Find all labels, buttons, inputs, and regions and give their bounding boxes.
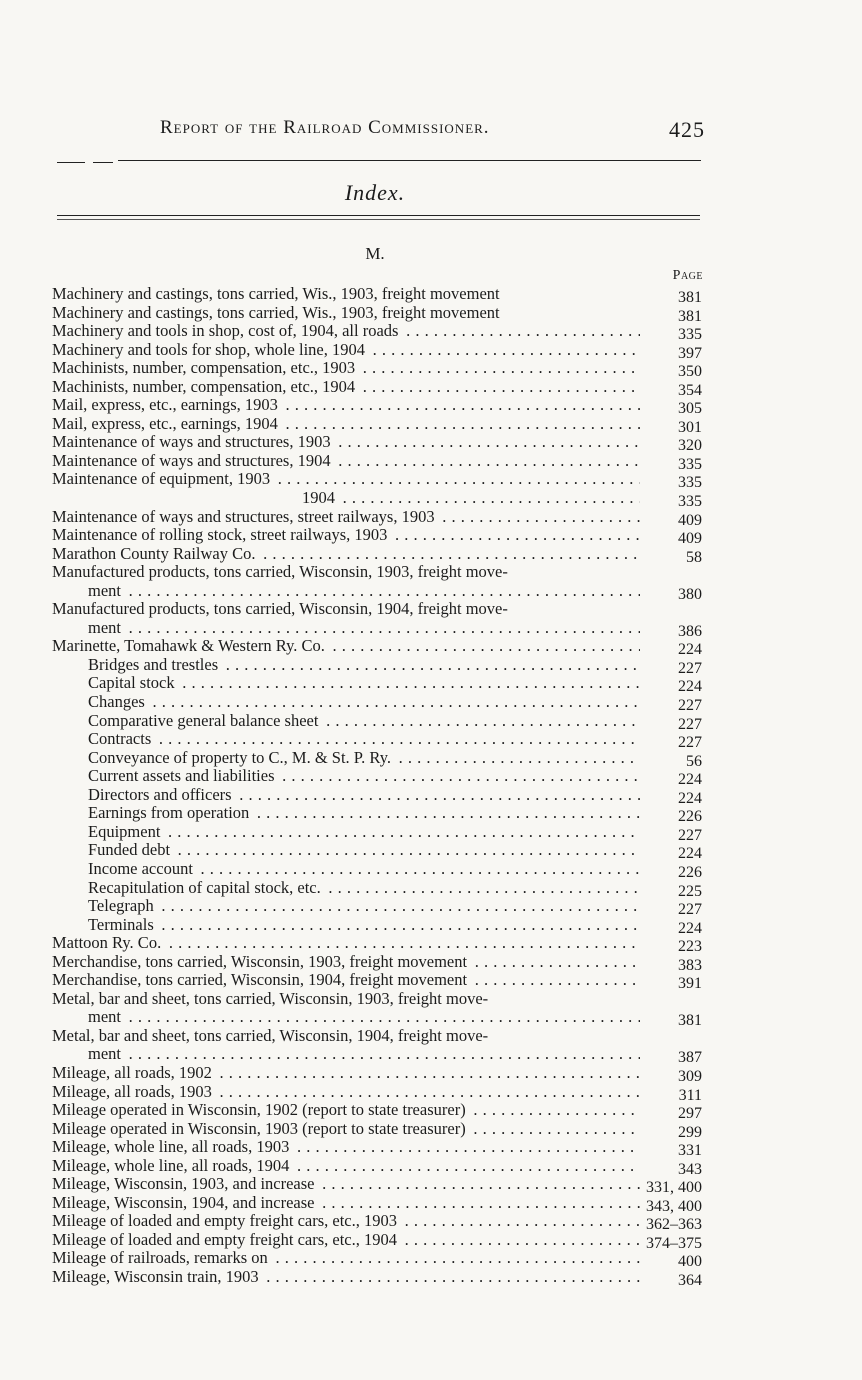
- index-entry: [52, 322, 702, 344]
- index-entry: [52, 1101, 702, 1123]
- entry-text: Manufactured products, tons carried, Wisconsin, 1903, freight move-: [52, 563, 511, 581]
- index-entry: [52, 396, 702, 418]
- entry-text-wrap: [52, 563, 640, 581]
- entry-page: 381: [678, 289, 702, 306]
- index-entry: [52, 1064, 702, 1083]
- entry-text-wrap: [52, 1268, 640, 1286]
- entry-page: 227: [678, 697, 702, 715]
- entry-page: 226: [678, 808, 702, 826]
- entry-text: Machinery and tools in shop, cost of, 1904, all roads: [52, 322, 401, 340]
- entry-text-wrap: [52, 1249, 640, 1267]
- entry-page: 224: [678, 771, 702, 789]
- header-rule-dash: [57, 162, 85, 163]
- entry-text: Merchandise, tons carried, Wisconsin, 1903, freight movement: [52, 953, 470, 971]
- index-entry: [52, 674, 702, 696]
- index-entry: [52, 841, 702, 863]
- entry-text: Metal, bar and sheet, tons carried, Wisconsin, 1904, freight move-: [52, 1027, 491, 1045]
- entry-page: 311: [678, 1086, 702, 1104]
- entry-text-wrap: [52, 1120, 640, 1138]
- index-entry: [52, 1212, 702, 1234]
- index-entry: [52, 1120, 702, 1139]
- entry-text: Manufactured products, tons carried, Wisconsin, 1904, freight move-: [52, 600, 511, 618]
- entry-text-wrap: [88, 823, 640, 841]
- index-entry: [52, 600, 702, 619]
- entry-text: Maintenance of ways and structures, street railways, 1903: [52, 508, 438, 526]
- entry-page: 335: [678, 455, 702, 473]
- entry-text: Bridges and trestles: [88, 656, 221, 674]
- entry-page: 309: [678, 1067, 702, 1085]
- index-entry: [52, 415, 702, 434]
- entry-text: Maintenance of equipment, 1903: [52, 470, 273, 488]
- entry-text-wrap: [52, 341, 640, 359]
- entry-text-wrap: [52, 433, 640, 451]
- index-entry: [52, 545, 702, 564]
- entry-text: Terminals: [88, 916, 157, 934]
- index-entry: [52, 1194, 702, 1213]
- index-entry: [52, 1268, 702, 1287]
- entry-text-wrap: [52, 322, 640, 340]
- entry-text: ment: [88, 1008, 124, 1026]
- entry-text-wrap: [88, 897, 640, 915]
- running-title: Report of the Railroad Commissioner.: [160, 117, 490, 138]
- entry-text-wrap: [52, 526, 640, 544]
- index-entry: [52, 990, 702, 1009]
- entry-text: Maintenance of ways and structures, 1904: [52, 452, 334, 470]
- index-entry: [52, 378, 702, 397]
- entry-page: 227: [678, 715, 702, 733]
- entry-text: ment: [88, 1045, 124, 1063]
- entry-text-wrap: [88, 712, 640, 730]
- entry-text-wrap: [52, 1138, 640, 1156]
- entry-text-wrap: [52, 359, 640, 377]
- entry-page: 224: [678, 678, 702, 696]
- index-entry: [52, 916, 702, 935]
- entry-page: 343: [678, 1160, 702, 1178]
- entry-text-wrap: [52, 415, 640, 433]
- entry-page: 409: [678, 530, 702, 548]
- index-entry: [52, 1027, 702, 1046]
- entry-text: Mileage, Wisconsin, 1904, and increase: [52, 1194, 318, 1212]
- index-entry: [52, 934, 702, 956]
- entry-page: 354: [678, 381, 702, 399]
- index-entry: [52, 730, 702, 752]
- entry-page: 224: [678, 845, 702, 863]
- page-number: 425: [669, 117, 705, 142]
- entry-text-wrap: [88, 786, 640, 804]
- entry-text: Equipment: [88, 823, 163, 841]
- entry-page: 409: [678, 511, 702, 529]
- entry-page: 400: [678, 1253, 702, 1271]
- index-entry: [52, 637, 702, 659]
- entry-text: Mattoon Ry. Co.: [52, 934, 164, 952]
- entry-text: Contracts: [88, 730, 154, 748]
- entry-text: Merchandise, tons carried, Wisconsin, 1904, freight movement: [52, 971, 470, 989]
- entry-text-wrap: [88, 860, 640, 878]
- entry-text: Machinery and tools for shop, whole line, 1904: [52, 341, 368, 359]
- entry-page: 225: [678, 882, 702, 900]
- entry-text: Mileage, Wisconsin train, 1903: [52, 1268, 262, 1286]
- entry-text: Income account: [88, 860, 196, 878]
- entry-text: Mileage, all roads, 1902: [52, 1064, 215, 1082]
- entry-text-wrap: [88, 804, 640, 822]
- entry-text: Mileage, whole line, all roads, 1903: [52, 1138, 292, 1156]
- index-entry: [52, 712, 702, 731]
- entry-text: Marinette, Tomahawk & Western Ry. Co.: [52, 637, 328, 655]
- entry-text-wrap: [52, 304, 640, 322]
- entry-text-wrap: [52, 1175, 640, 1193]
- entry-page: 343, 400: [646, 1197, 702, 1215]
- entry-text: Telegraph: [88, 897, 157, 915]
- section-rule: [57, 215, 700, 216]
- index-entry: [52, 341, 702, 360]
- entry-text: Capital stock: [88, 674, 178, 692]
- entry-text-wrap: [52, 285, 640, 303]
- entry-page: 331, 400: [646, 1179, 702, 1197]
- entry-text-wrap: [52, 637, 640, 655]
- entry-page: 374–375: [646, 1234, 702, 1252]
- entry-page: 381: [678, 1012, 702, 1030]
- index-entry: [52, 804, 702, 826]
- index-entry: [52, 879, 702, 898]
- entry-text: Recapitulation of capital stock, etc.: [88, 879, 324, 897]
- entry-page: 397: [678, 344, 702, 362]
- entry-text-wrap: [88, 841, 640, 859]
- index-entry: [52, 1175, 702, 1197]
- entry-text-wrap: [88, 693, 640, 711]
- index-entry: [52, 619, 702, 638]
- entry-page: 380: [678, 585, 702, 603]
- entry-page: 301: [678, 418, 702, 436]
- index-entry: [52, 1231, 702, 1250]
- index-entry: [52, 1045, 702, 1067]
- entry-page: 386: [678, 622, 702, 640]
- index-entries: [52, 285, 702, 1287]
- entry-text-wrap: [52, 1027, 640, 1045]
- entry-text: Comparative general balance sheet: [88, 712, 321, 730]
- entry-text-wrap: [88, 656, 640, 674]
- index-entry: [52, 786, 702, 805]
- entry-page: 224: [678, 919, 702, 937]
- entry-text: Mileage, all roads, 1903: [52, 1083, 215, 1101]
- entry-text-wrap: [52, 508, 640, 526]
- entry-text-wrap: [52, 1064, 640, 1082]
- section-rule-thin: [57, 219, 700, 220]
- entry-page: 224: [678, 641, 702, 659]
- index-entry: [52, 897, 702, 919]
- index-entry: [52, 508, 702, 527]
- entry-page: 56: [686, 752, 702, 770]
- entry-page: 227: [678, 659, 702, 677]
- index-entry: [52, 860, 702, 879]
- index-entry: [52, 452, 702, 471]
- entry-text-wrap: [88, 749, 640, 767]
- index-entry: [52, 656, 702, 675]
- entry-page: 320: [678, 437, 702, 455]
- entry-text-wrap: [52, 378, 640, 396]
- index-entry: [52, 823, 702, 842]
- entry-page: 362–363: [646, 1216, 702, 1234]
- entry-page: 383: [678, 956, 702, 974]
- index-entry: [52, 767, 702, 789]
- entry-text: ment: [88, 582, 124, 600]
- entry-text: Mail, express, etc., earnings, 1903: [52, 396, 281, 414]
- entry-page: 227: [678, 826, 702, 844]
- entry-text-wrap: [88, 619, 640, 637]
- entry-text-wrap: [52, 971, 640, 989]
- entry-text: Mileage operated in Wisconsin, 1902 (report to state treasurer): [52, 1101, 469, 1119]
- entry-text-wrap: [88, 916, 640, 934]
- section-title: Index.: [344, 180, 406, 205]
- entry-text-wrap: [52, 953, 640, 971]
- entry-text-wrap: [52, 1101, 640, 1119]
- entry-page: 227: [678, 901, 702, 919]
- page-column-label: Page: [672, 268, 703, 283]
- entry-text-wrap: [88, 1045, 640, 1063]
- entry-text: Machinery and castings, tons carried, Wis., 1903, freight movement: [52, 304, 503, 322]
- index-entry: [52, 953, 702, 972]
- entry-text: Mileage, Wisconsin, 1903, and increase: [52, 1175, 318, 1193]
- index-letter: M.: [365, 244, 385, 263]
- entry-text: Earnings from operation: [88, 804, 252, 822]
- entry-page: 335: [678, 326, 702, 344]
- entry-page: 299: [678, 1123, 702, 1141]
- entry-page: 58: [686, 548, 702, 566]
- entry-text-wrap: [52, 1083, 640, 1101]
- entry-text-wrap: [52, 600, 640, 618]
- entry-text-wrap: [88, 730, 640, 748]
- entry-text: Changes: [88, 693, 148, 711]
- entry-text: Machinists, number, compensation, etc., 1903: [52, 359, 358, 377]
- entry-text-wrap: [52, 396, 640, 414]
- entry-text: Machinists, number, compensation, etc., 1904: [52, 378, 358, 396]
- entry-page: 223: [678, 938, 702, 956]
- entry-text: Funded debt: [88, 841, 173, 859]
- entry-text: Machinery and castings, tons carried, Wis., 1903, freight movement: [52, 285, 503, 303]
- index-entry: [52, 433, 702, 455]
- entry-page: 350: [678, 363, 702, 381]
- entry-text-wrap: [52, 934, 640, 952]
- entry-text-wrap: [52, 1157, 640, 1175]
- entry-text-wrap: [52, 1194, 640, 1212]
- entry-page: 387: [678, 1049, 702, 1067]
- index-entry: [52, 563, 702, 582]
- entry-text-wrap: [52, 1231, 640, 1249]
- index-entry: [52, 526, 702, 548]
- index-entry: [52, 285, 702, 304]
- entry-page: 391: [678, 975, 702, 993]
- index-entry: [52, 1008, 702, 1030]
- entry-page: 297: [678, 1105, 702, 1123]
- entry-text: Conveyance of property to C., M. & St. P. Ry.: [88, 749, 394, 767]
- entry-text: Mail, express, etc., earnings, 1904: [52, 415, 281, 433]
- header-rule: [118, 160, 701, 161]
- index-entry: [52, 489, 702, 511]
- index-entry: [52, 582, 702, 601]
- index-entry: [52, 971, 702, 993]
- entry-page: 335: [678, 474, 702, 492]
- entry-text: Mileage operated in Wisconsin, 1903 (report to state treasurer): [52, 1120, 469, 1138]
- entry-text-wrap: [302, 489, 640, 507]
- entry-text-wrap: [88, 674, 640, 692]
- entry-text: 1904: [302, 489, 338, 507]
- index-entry: [52, 749, 702, 768]
- index-entry: [52, 1249, 702, 1271]
- entry-text-wrap: [52, 452, 640, 470]
- entry-text: Mileage of loaded and empty freight cars, etc., 1904: [52, 1231, 400, 1249]
- entry-page: 364: [678, 1271, 702, 1289]
- header-rule-dash: [93, 162, 113, 163]
- entry-text: Marathon County Railway Co.: [52, 545, 258, 563]
- entry-text: ment: [88, 619, 124, 637]
- entry-page: 226: [678, 863, 702, 881]
- index-entry: [52, 1157, 702, 1176]
- entry-text-wrap: [88, 582, 640, 600]
- index-entry: [52, 359, 702, 381]
- entry-text: Maintenance of ways and structures, 1903: [52, 433, 334, 451]
- index-entry: [52, 304, 702, 323]
- entry-text: Mileage, whole line, all roads, 1904: [52, 1157, 292, 1175]
- entry-text: Metal, bar and sheet, tons carried, Wisconsin, 1903, freight move-: [52, 990, 491, 1008]
- index-entry: [52, 693, 702, 715]
- entry-text-wrap: [88, 879, 640, 897]
- index-entry: [52, 1138, 702, 1160]
- entry-page: 305: [678, 400, 702, 418]
- entry-text-wrap: [88, 767, 640, 785]
- entry-text-wrap: [52, 990, 640, 1008]
- entry-text-wrap: [52, 1212, 640, 1230]
- entry-page: 224: [678, 789, 702, 807]
- entry-page: 227: [678, 734, 702, 752]
- entry-page: 335: [678, 493, 702, 511]
- entry-text: Maintenance of rolling stock, street railways, 1903: [52, 526, 390, 544]
- entry-text: Directors and officers: [88, 786, 235, 804]
- entry-text-wrap: [52, 545, 640, 563]
- entry-text-wrap: [52, 470, 640, 488]
- index-entry: [52, 1083, 702, 1102]
- entry-text: Mileage of railroads, remarks on: [52, 1249, 271, 1267]
- entry-text: Current assets and liabilities: [88, 767, 278, 785]
- entry-page: 381: [678, 307, 702, 325]
- index-entry: [52, 470, 702, 492]
- entry-text-wrap: [88, 1008, 640, 1026]
- entry-page: 331: [678, 1142, 702, 1160]
- entry-text: Mileage of loaded and empty freight cars, etc., 1903: [52, 1212, 400, 1230]
